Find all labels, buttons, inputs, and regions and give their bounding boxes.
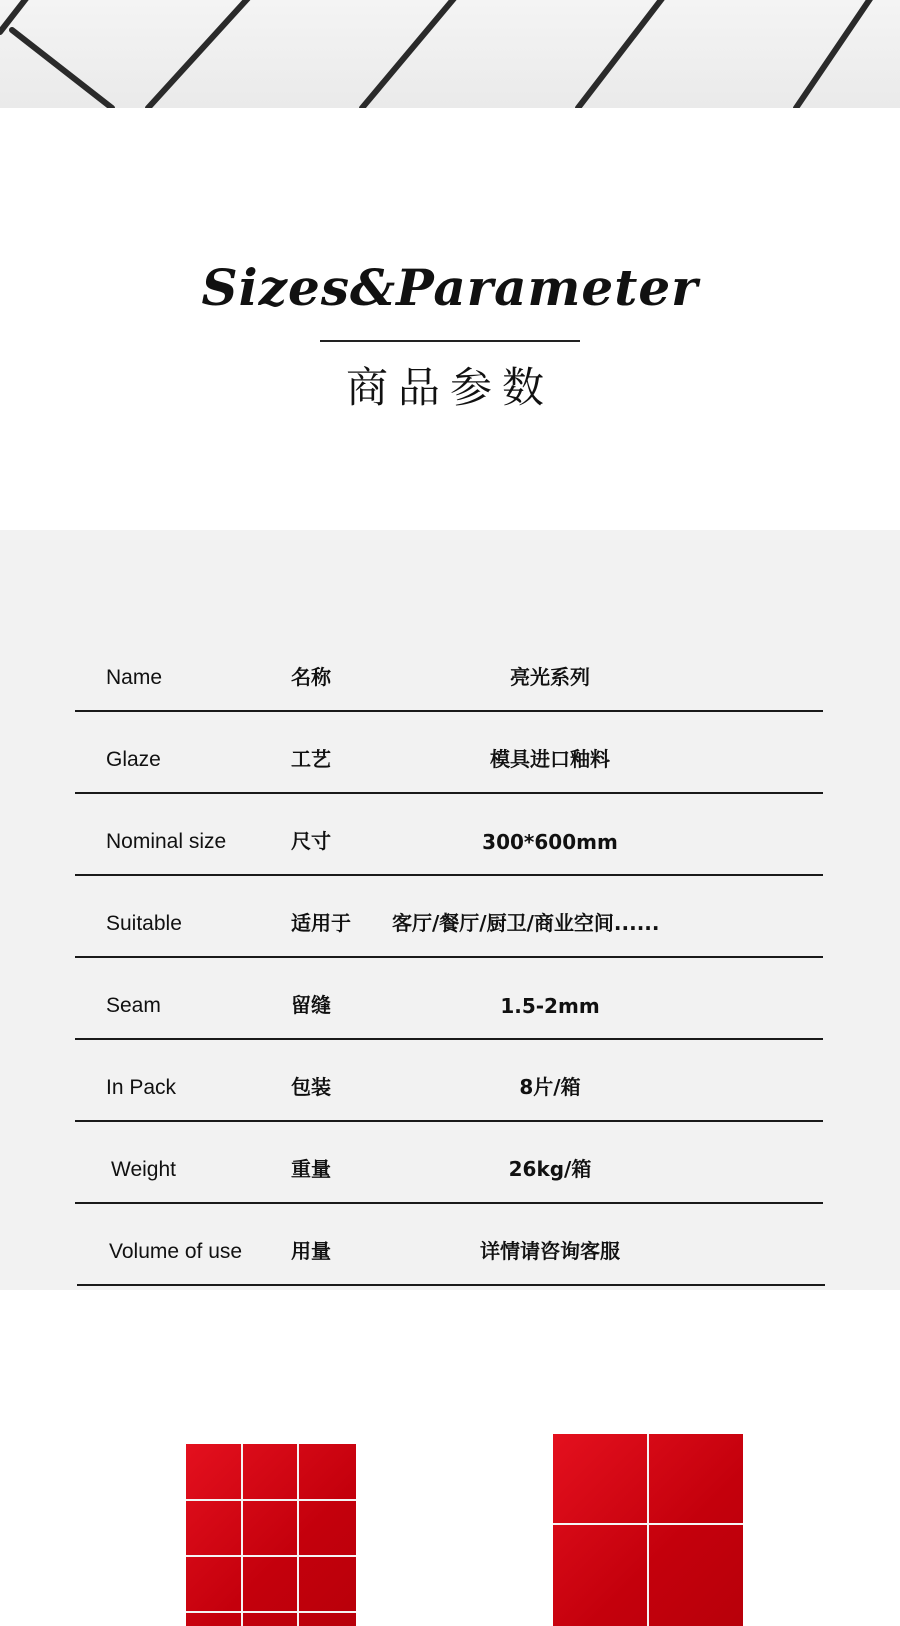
spec-label-cn: 尺寸	[291, 829, 331, 853]
spec-label-cn: 名称	[291, 665, 331, 689]
heading-divider	[320, 340, 580, 342]
spec-label-cn: 包装	[291, 1075, 331, 1099]
spec-label-en: In Pack	[106, 1076, 177, 1099]
spec-row-weight	[0, 1122, 900, 1204]
row-divider	[77, 1284, 825, 1286]
spec-value: 300*600mm	[482, 830, 618, 854]
tile-grid-left	[186, 1444, 356, 1626]
spec-label-cn: 重量	[291, 1157, 331, 1181]
spec-label-en: Name	[106, 666, 163, 689]
spec-row-in-pack	[0, 1040, 900, 1122]
spec-row-name	[0, 630, 900, 712]
top-tile-photo	[0, 0, 900, 108]
spec-label-en: Weight	[111, 1158, 176, 1181]
spec-label-cn: 适用于	[291, 911, 351, 935]
spec-row-seam	[0, 958, 900, 1040]
heading-title-cn: 商品参数	[345, 363, 554, 412]
spec-value: 1.5-2mm	[500, 994, 600, 1018]
spec-label-en: Nominal size	[106, 830, 227, 853]
red-tile-sample-right	[553, 1434, 743, 1626]
spec-value: 模具进口釉料	[490, 747, 610, 771]
spec-label-en: Seam	[106, 994, 161, 1017]
spec-value: 客厅/餐厅/厨卫/商业空间......	[392, 911, 660, 935]
spec-label-en: Volume of use	[109, 1240, 243, 1263]
spec-label-cn: 留缝	[291, 993, 331, 1017]
spec-value: 26kg/箱	[508, 1157, 592, 1181]
spec-label-cn: 用量	[291, 1239, 331, 1263]
tile-grout-lines	[0, 0, 900, 108]
red-tile-sample-left	[186, 1444, 356, 1626]
section-heading	[0, 108, 900, 530]
spec-label-en: Glaze	[106, 748, 161, 771]
spec-label-en: Suitable	[106, 912, 182, 935]
spec-row-nominal-size	[0, 794, 900, 876]
spec-value: 亮光系列	[510, 665, 590, 689]
heading-title-en: Sizes&Parameter	[201, 258, 699, 317]
spec-label-cn: 工艺	[291, 747, 331, 771]
spec-row-glaze	[0, 712, 900, 794]
spec-row-volume-of-use	[0, 1204, 900, 1286]
spec-row-suitable	[0, 876, 900, 958]
product-photos	[0, 1290, 900, 1626]
spec-table	[0, 530, 900, 1290]
tile-grid-right	[553, 1434, 743, 1626]
spec-value: 8片/箱	[519, 1075, 581, 1099]
spec-value: 详情请咨询客服	[480, 1239, 620, 1263]
